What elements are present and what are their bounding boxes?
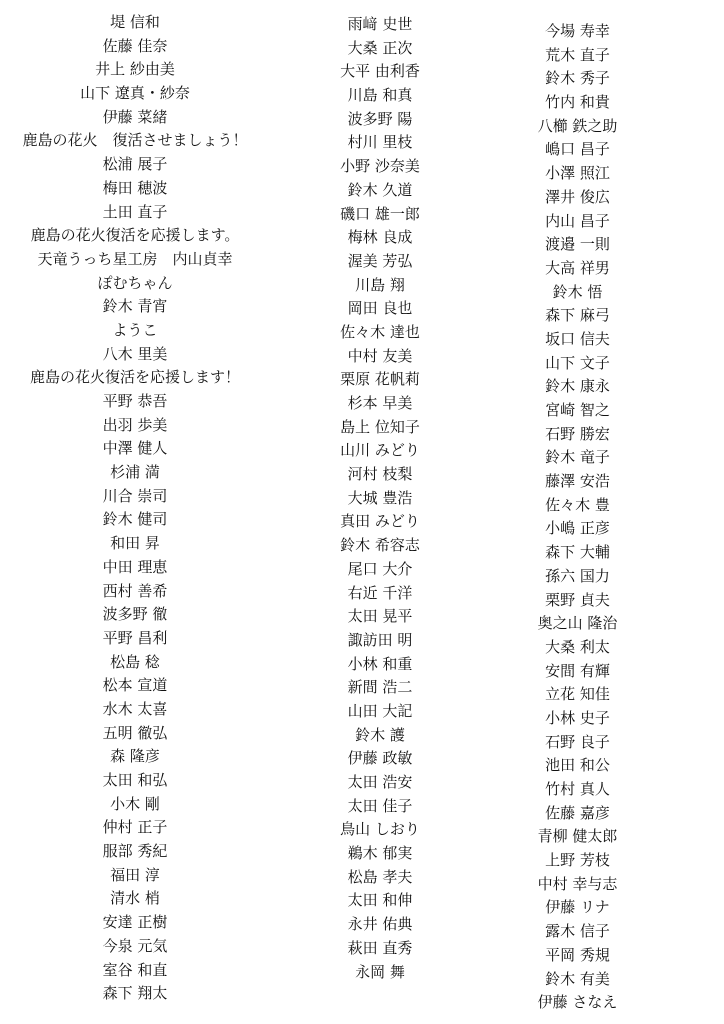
supporter-name: 永岡 舞 <box>355 962 405 981</box>
supporter-name: 森下 大輔 <box>545 543 610 562</box>
supporter-name: 立花 知佳 <box>545 685 610 704</box>
name-column-2 <box>295 13 465 984</box>
supporter-name: 鈴木 秀子 <box>545 69 610 88</box>
supporter-name: 川島 翔 <box>355 275 405 294</box>
supporter-name: 太田 浩安 <box>347 773 413 791</box>
supporter-name: 中澤 健人 <box>102 439 168 458</box>
supporter-name: 池田 和公 <box>545 756 610 775</box>
supporter-name: 川島 和真 <box>347 86 413 105</box>
supporter-name: 鹿島の花火 復活させましょう！ <box>22 131 248 150</box>
supporter-name: 佐々木 達也 <box>340 322 420 341</box>
supporter-name: 八櫛 鉄之助 <box>537 116 618 135</box>
supporter-name: 大高 祥男 <box>545 258 610 277</box>
supporter-name: 大平 由利香 <box>340 62 420 81</box>
supporter-name: 上野 芳枝 <box>545 851 610 870</box>
supporter-name: 佐藤 嘉彦 <box>545 803 610 822</box>
supporter-name: 今泉 元気 <box>102 936 168 955</box>
supporter-name: 坂口 信夫 <box>545 329 610 348</box>
supporter-name: 室谷 和直 <box>102 960 168 979</box>
supporter-name: 栗野 貞夫 <box>545 590 610 609</box>
supporter-name: 大桑 正次 <box>347 38 413 57</box>
supporter-name: 平野 恭吾 <box>102 392 168 410</box>
supporter-name: 鈴木 久道 <box>347 180 413 199</box>
supporter-name: 小木 剛 <box>110 794 160 813</box>
supporter-name: 福田 淳 <box>110 865 160 884</box>
supporter-name: 栗原 花帆莉 <box>340 370 420 389</box>
supporter-name: 鈴木 康永 <box>545 377 610 396</box>
supporter-name: 藤澤 安浩 <box>545 472 610 491</box>
supporter-name: 川合 崇司 <box>102 486 168 505</box>
supporter-name: 平岡 秀規 <box>545 945 610 964</box>
supporter-name: 森下 麻弓 <box>545 306 610 325</box>
supporter-name: 奥之山 隆治 <box>537 614 618 633</box>
supporter-name: 竹村 真人 <box>545 780 610 798</box>
supporter-name: 諏訪田 明 <box>347 630 413 649</box>
supporter-name: 鹿島の花火復活を応援します！ <box>29 368 240 387</box>
supporter-name: 清水 梢 <box>110 889 160 908</box>
supporter-name: 安達 正樹 <box>102 913 168 932</box>
supporter-name: 萩田 直秀 <box>347 938 413 957</box>
supporter-name: 石野 良子 <box>545 732 610 751</box>
supporter-name: 山下 文子 <box>545 353 610 372</box>
supporter-name: 澤井 俊広 <box>545 187 610 206</box>
supporter-name: 松浦 展子 <box>102 155 168 174</box>
supporter-name: 今場 寿幸 <box>545 22 610 40</box>
supporter-name: 小野 沙奈美 <box>340 157 420 176</box>
supporter-name: 伊藤 リナ <box>545 898 610 917</box>
supporter-name: 露木 信子 <box>545 922 610 941</box>
supporter-name: 松本 宣道 <box>102 676 168 695</box>
supporter-name: 岡田 良也 <box>347 299 413 318</box>
supporter-name: 井上 紗由美 <box>95 60 175 79</box>
supporter-name: 梅林 良成 <box>347 228 413 247</box>
supporter-name: 安間 有輝 <box>545 661 610 680</box>
supporter-name: 五明 徹弘 <box>102 723 168 742</box>
supporter-name: 杉本 早美 <box>347 394 413 412</box>
supporter-name: 鈴木 青宵 <box>102 297 168 316</box>
supporter-name: 伊藤 政敏 <box>347 749 413 768</box>
supporter-name: 小澤 照江 <box>545 164 610 183</box>
supporter-name: 中村 幸与志 <box>537 874 618 893</box>
supporter-name: 鹿島の花火復活を応援します。 <box>30 226 240 245</box>
supporter-name: 山川 みどり <box>340 441 420 460</box>
supporter-name: 八木 里美 <box>102 344 168 363</box>
supporter-name: 伊藤 さなえ <box>537 993 618 1012</box>
supporter-name: 島上 位知子 <box>340 417 420 436</box>
supporter-name: 河村 枝梨 <box>347 465 413 484</box>
supporter-name: 雨﨑 史世 <box>347 15 413 33</box>
supporter-name: 堤 信和 <box>110 13 160 31</box>
supporter-name: 土田 直子 <box>102 202 168 221</box>
supporter-name: 伊藤 菜緒 <box>102 107 168 126</box>
supporter-name: 水木 太喜 <box>102 699 168 718</box>
supporter-name: 山田 大記 <box>347 701 413 720</box>
supporter-name: 松島 稔 <box>110 652 160 671</box>
supporter-name: 鈴木 希容志 <box>340 536 420 555</box>
supporter-name: 宮崎 智之 <box>545 401 610 419</box>
supporter-name: 青柳 健太郎 <box>537 827 618 846</box>
supporter-name: 梅田 穂波 <box>102 178 168 197</box>
supporter-name: 渥美 芳弘 <box>347 251 413 270</box>
supporter-name: 荒木 直子 <box>545 45 610 64</box>
supporter-name: 太田 晃平 <box>347 607 413 626</box>
supporter-name: 大桑 利太 <box>545 637 610 656</box>
supporter-name: 太田 佳子 <box>347 796 413 815</box>
supporter-name: 中村 友美 <box>347 346 413 365</box>
supporter-name: 鵜木 郁実 <box>347 844 413 863</box>
supporter-name: 中田 理恵 <box>102 557 168 576</box>
supporter-name: 和田 昇 <box>110 534 160 553</box>
name-column-3 <box>490 20 665 1015</box>
supporter-name: 太田 和伸 <box>347 891 413 910</box>
supporter-name: 鈴木 健司 <box>102 510 168 529</box>
supporter-name: 新間 浩二 <box>347 678 413 697</box>
supporter-name: 鈴木 悟 <box>552 282 603 301</box>
supporter-name: 永井 佑典 <box>347 915 413 934</box>
supporter-name: 右近 千洋 <box>347 583 413 602</box>
supporter-name: 佐々木 豊 <box>545 495 610 514</box>
supporter-name: 森 隆彦 <box>110 747 160 766</box>
supporter-name: 渡邉 一則 <box>545 235 610 254</box>
supporter-name: 村川 里枝 <box>347 133 413 152</box>
supporter-name: ようこ <box>112 320 158 339</box>
supporter-name: 波多野 徹 <box>102 605 168 624</box>
supporter-name: 杉浦 満 <box>110 463 160 482</box>
supporter-name: ぽむちゃん <box>97 273 173 292</box>
supporter-name: 小林 和重 <box>347 654 413 673</box>
supporter-name: 佐藤 佳奈 <box>102 36 168 55</box>
supporter-name: 真田 みどり <box>340 512 420 531</box>
supporter-name: 大城 豊浩 <box>347 488 413 507</box>
name-column-1 <box>0 11 270 1006</box>
supporter-name: 鈴木 竜子 <box>545 448 610 467</box>
supporter-name: 竹内 和貴 <box>545 93 610 112</box>
supporter-name: 石野 勝宏 <box>545 424 610 443</box>
supporter-name: 波多野 陽 <box>347 109 413 128</box>
supporter-name: 孫六 国力 <box>545 566 610 585</box>
supporter-name: 天竜うっち星工房 内山貞幸 <box>37 249 233 268</box>
supporter-name: 松島 孝夫 <box>347 867 413 886</box>
supporter-name: 尾口 大介 <box>347 559 413 578</box>
supporter-name: 服部 秀紀 <box>102 842 168 861</box>
supporter-name: 仲村 正子 <box>102 818 168 837</box>
supporter-name: 森下 翔太 <box>102 984 168 1003</box>
supporter-name: 小嶋 正彦 <box>545 519 610 538</box>
supporter-name: 鈴木 有美 <box>545 969 610 988</box>
supporter-name: 内山 昌子 <box>545 211 610 230</box>
supporter-name: 鳥山 しおり <box>340 820 420 839</box>
supporter-name: 磯口 雄一郎 <box>340 204 420 223</box>
supporter-name: 山下 遼真・紗奈 <box>80 84 190 103</box>
supporter-name: 西村 善希 <box>102 581 168 600</box>
supporter-name: 小林 史子 <box>545 708 610 727</box>
supporter-name: 出羽 歩美 <box>102 415 168 434</box>
supporter-name: 嶋口 昌子 <box>545 140 610 159</box>
supporter-name: 太田 和弘 <box>102 771 168 789</box>
supporter-name: 鈴木 護 <box>355 725 405 744</box>
supporter-name: 平野 昌利 <box>102 628 168 647</box>
